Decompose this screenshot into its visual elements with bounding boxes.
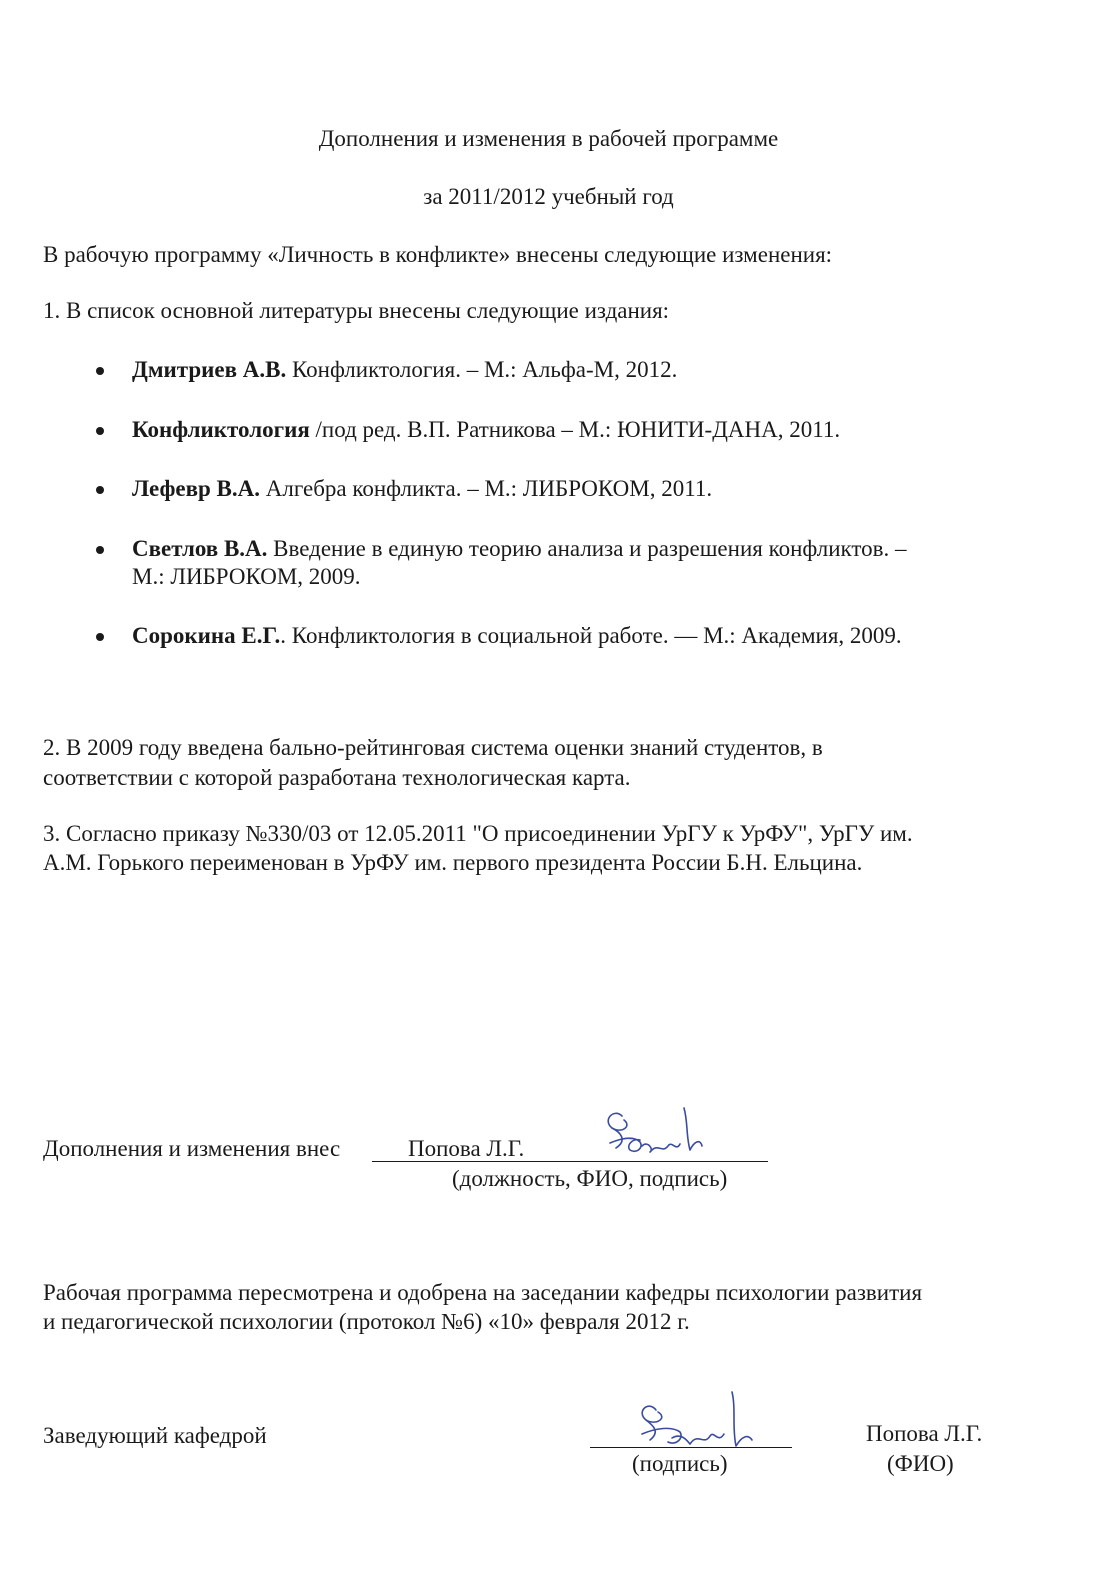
head-name: Попова Л.Г.	[866, 1421, 983, 1446]
item-author: Светлов В.А.	[132, 536, 268, 561]
item-text: Алгебра конфликта. – М.: ЛИБРОКОМ, 2011.	[260, 476, 713, 501]
section2-line1: 2. В 2009 году введена бально-рейтинговая система оценки знаний студентов, в	[43, 735, 823, 760]
intro-text: В рабочую программу «Личность в конфликте» внесены следующие изменения:	[43, 242, 833, 267]
head-signature-image	[628, 1388, 768, 1460]
head-of-department-label: Заведующий кафедрой	[43, 1423, 267, 1448]
approval-line2: и педагогической психологии (протокол №6) «10» февраля 2012 г.	[43, 1309, 690, 1334]
name-caption: (ФИО)	[887, 1451, 954, 1476]
academic-year: за 2011/2012 учебный год	[423, 184, 674, 209]
signature-image	[592, 1098, 722, 1168]
bullet-icon	[96, 546, 104, 554]
bullet-icon	[96, 633, 104, 641]
changes-by-label: Дополнения и изменения внес	[43, 1136, 341, 1161]
bullet-icon	[96, 486, 104, 494]
item-author: Сорокина Е.Г.	[132, 623, 281, 648]
item-author: Лефевр В.А.	[132, 476, 261, 501]
bullet-icon	[96, 367, 104, 375]
changes-by-name: Попова Л.Г.	[408, 1136, 525, 1161]
changes-by-caption: (должность, ФИО, подпись)	[452, 1166, 728, 1191]
item-text-continued: М.: ЛИБРОКОМ, 2009.	[132, 564, 361, 589]
document-title: Дополнения и изменения в рабочей программе	[318, 126, 779, 151]
section2-line2: соответствии с которой разработана технологическая карта.	[43, 765, 631, 790]
item-author: Дмитриев А.В.	[132, 357, 287, 382]
section3-line2: А.М. Горького переименован в УрФУ им. первого президента России Б.Н. Ельцина.	[43, 850, 863, 875]
item-text: . Конфликтология в социальной работе. — М.: Академия, 2009.	[280, 623, 902, 648]
approval-line1: Рабочая программа пересмотрена и одобрена на заседании кафедры психологии развития	[43, 1280, 923, 1305]
section1-heading: 1. В список основной литературы внесены следующие издания:	[43, 298, 670, 323]
signature-caption: (подпись)	[632, 1451, 728, 1476]
item-text: Конфликтология. – М.: Альфа-М, 2012.	[286, 357, 678, 382]
item-text: Введение в единую теорию анализа и разрешения конфликтов. –	[267, 536, 907, 561]
section3-line1: 3. Согласно приказу №330/03 от 12.05.2011 "О присоединении УрГУ к УрФУ", УрГУ им.	[43, 821, 913, 846]
bullet-icon	[96, 427, 104, 435]
item-author: Конфликтология	[132, 417, 310, 442]
item-text: /под ред. В.П. Ратникова – М.: ЮНИТИ-ДАНА, 2011.	[309, 417, 841, 442]
